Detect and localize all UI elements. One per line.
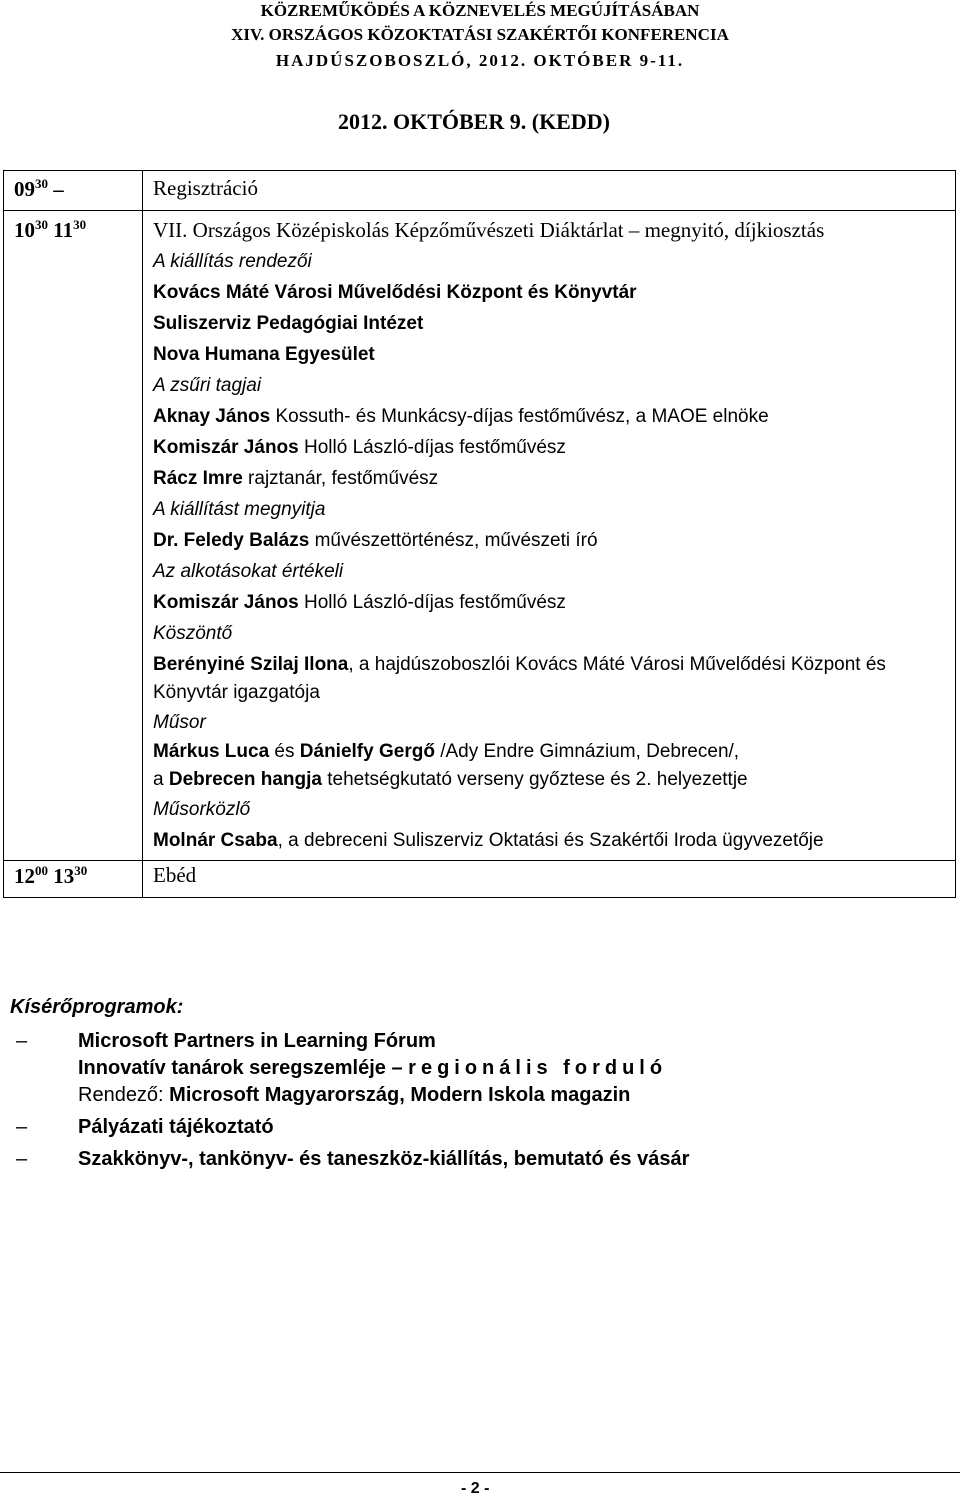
list-item	[10, 1146, 689, 1173]
jury-member	[153, 432, 955, 463]
person-name: Rácz Imre	[153, 468, 243, 489]
host-label: Műsorközlő	[153, 799, 251, 820]
program-subtitle	[78, 1055, 689, 1082]
schedule-row-lunch	[4, 861, 956, 898]
jury-label: A zsűri tagjai	[153, 375, 262, 396]
time-start: 10	[14, 218, 35, 242]
person-role: Holló László-díjas festőművész	[298, 592, 566, 613]
time-start-minutes: 00	[35, 863, 48, 878]
person-name: Dr. Feledy Balázs	[153, 530, 310, 551]
person-name: Molnár Csaba	[153, 830, 278, 851]
evaluator	[153, 587, 955, 618]
performer-name: Márkus Luca	[153, 741, 270, 762]
person-role: , a hajdúszoboszlói Kovács Máté Városi Művelődési Központ és Könyvtár igazgatója	[153, 654, 886, 703]
time-start-minutes: 30	[35, 217, 48, 232]
page-number: - 2 -	[461, 1480, 490, 1497]
jury-member	[153, 463, 955, 494]
greeting-label: Köszöntő	[153, 623, 233, 644]
date-heading: 2012. OKTÓBER 9. (KEDD)	[338, 109, 610, 134]
header-line-1: KÖZREMŰKÖDÉS A KÖZNEVELÉS MEGÚJÍTÁSÁBAN	[260, 1, 700, 20]
organizer-item: Kovács Máté Városi Művelődési Központ és Könyvtár	[153, 282, 637, 303]
program-organizer	[78, 1082, 689, 1109]
time-end-minutes: 30	[74, 863, 88, 878]
time-start: 09	[14, 177, 35, 201]
greeting	[153, 651, 955, 707]
program-prefix: a	[153, 769, 169, 790]
program-title: Microsoft Partners in Learning Fórum	[78, 1030, 436, 1052]
program-label: Műsor	[153, 712, 206, 733]
time-end: 13	[53, 864, 75, 888]
conjunction: és	[269, 741, 300, 762]
program-title: Pályázati tájékoztató	[78, 1116, 274, 1138]
time-start: 12	[14, 864, 35, 888]
person-name: Berényiné Szilaj Ilona	[153, 654, 349, 675]
time-start-minutes: 30	[35, 176, 48, 191]
time-cell	[4, 211, 143, 861]
description-cell: Regisztráció	[143, 171, 956, 211]
subtitle-text: Innovatív tanárok seregszemléje –	[78, 1057, 409, 1079]
side-programs-list	[10, 1028, 689, 1178]
opener-label: A kiállítást megnyitja	[153, 499, 326, 520]
time-dash: –	[48, 177, 64, 201]
footer-divider	[0, 1472, 960, 1473]
schedule-row-registration	[4, 171, 956, 211]
performer-school: /Ady Endre Gimnázium, Debrecen/,	[434, 741, 740, 762]
time-cell	[4, 171, 143, 211]
evaluator-label: Az alkotásokat értékeli	[153, 561, 344, 582]
description-cell: Ebéd	[143, 861, 956, 898]
jury-member	[153, 401, 955, 432]
host	[153, 825, 955, 856]
person-name: Aknay János	[153, 406, 271, 427]
header-line-3: HAJDÚSZOBOSZLÓ, 2012. OKTÓBER 9-11.	[275, 51, 685, 70]
list-dash: –	[16, 1116, 28, 1138]
person-role: művészettörténész, művészeti író	[309, 530, 598, 551]
description-cell	[143, 211, 956, 861]
person-role: Kossuth- és Munkácsy-díjas festőművész, a MAOE elnöke	[270, 406, 769, 427]
organizer-item: Nova Humana Egyesület	[153, 344, 375, 365]
list-dash: –	[16, 1030, 28, 1052]
list-item	[10, 1114, 689, 1141]
person-role: rajztanár, festőművész	[242, 468, 439, 489]
header-line-2: XIV. ORSZÁGOS KÖZOKTATÁSI SZAKÉRTŐI KONFERENCIA	[231, 25, 729, 44]
person-name: Komiszár János	[153, 437, 299, 458]
person-name: Komiszár János	[153, 592, 299, 613]
program-suffix: tehetségkutató verseny győztese és 2. helyezettje	[321, 769, 748, 790]
time-end-minutes: 30	[73, 217, 87, 232]
opener	[153, 525, 955, 556]
list-dash: –	[16, 1148, 28, 1170]
schedule-row-exhibition	[4, 211, 956, 861]
time-cell	[4, 861, 143, 898]
program-title: Szakkönyv-, tankönyv- és taneszköz-kiállítás, bemutató és vásár	[78, 1148, 690, 1170]
organizer-label: Rendező:	[78, 1084, 170, 1106]
person-role: , a debreceni Suliszerviz Oktatási és Szakértői Iroda ügyvezetője	[277, 830, 824, 851]
event-title: VII. Országos Középiskolás Képzőművészeti Diáktárlat – megnyitó, díjkiosztás	[153, 218, 825, 242]
side-programs-heading: Kísérőprogramok:	[10, 996, 184, 1018]
organizers-label: A kiállítás rendezői	[153, 251, 312, 272]
time-end: 11	[53, 218, 74, 242]
subtitle-spaced: regionális forduló	[408, 1057, 668, 1079]
organizer-value: Microsoft Magyarország, Modern Iskola magazin	[169, 1084, 631, 1106]
schedule-table	[3, 170, 956, 898]
performer-name: Dánielfy Gergő	[299, 741, 435, 762]
contest-name: Debrecen hangja	[168, 769, 322, 790]
list-item	[10, 1028, 689, 1109]
organizer-item: Suliszerviz Pedagógiai Intézet	[153, 313, 424, 334]
person-role: Holló László-díjas festőművész	[298, 437, 566, 458]
program	[153, 738, 955, 794]
